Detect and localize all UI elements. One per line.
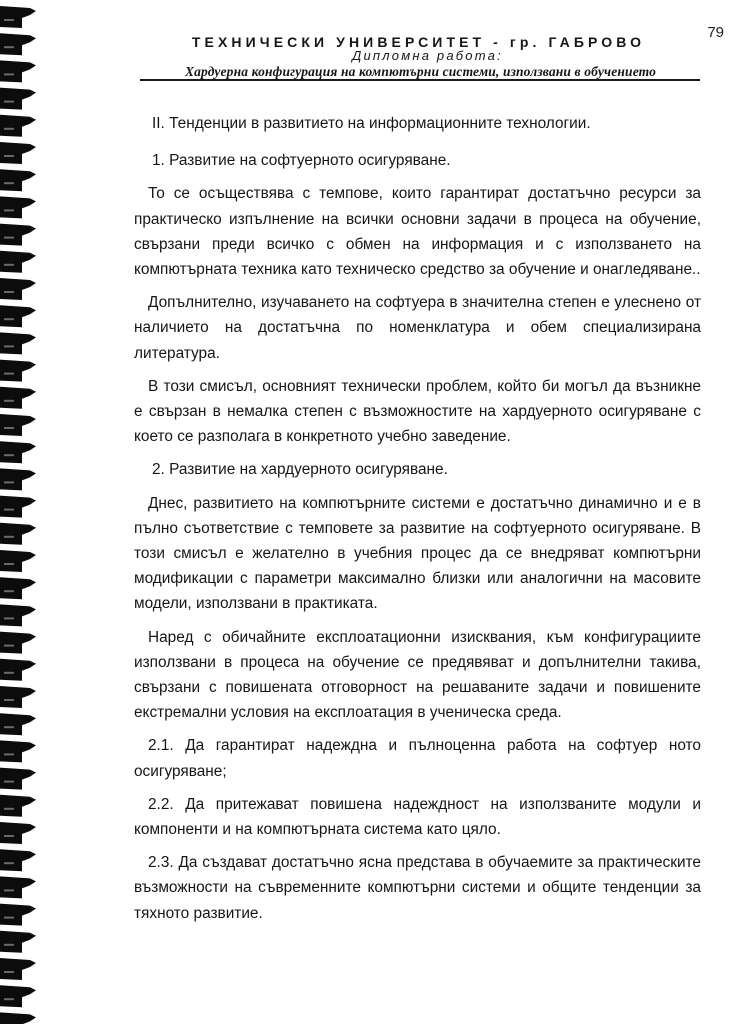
binding-tooth-highlight [4,427,14,429]
binding-tooth-highlight [4,264,14,266]
binding-tooth-highlight [4,19,14,21]
binding-tooth-highlight [4,563,14,565]
paragraph-3: В този смисъл, основният технически проблем, който би могъл да възникне е свързан в немалка степен с възможностите на хардуерното осигуряване с което се разполага в конкретното учебно заведение. [134,377,701,446]
binding-tooth [0,822,36,844]
binding-tooth [0,169,36,191]
binding-tooth [0,332,36,354]
subsection-title-hardware: 2. Развитие на хардуерното осигуряване. [152,461,448,479]
binding-tooth-highlight [4,509,14,511]
paragraph-1: То се осъществява с темпове, които гарантират достатъчно ресурси за практическо изпълнение на всички основни задачи в процеса на обучение, свързани преди всичко с обмен на информация и с използването на компютърната техника като техническо средство за обучение и онагледяване.. [134,185,701,279]
binding-tooth [0,142,36,164]
spiral-binding [0,0,40,1024]
binding-tooth [0,604,36,626]
binding-tooth-highlight [4,862,14,864]
binding-tooth-highlight [4,645,14,647]
binding-tooth-highlight [4,590,14,592]
paragraph-4: Днес, развитието на компютърните системи е достатъчно динамично и е в пълно съответствие с темповете за развитие на софтуерното осигуряване. В този смисъл е желателно в учебния процес да се внедряват компютърни модификации с параметри максимално близки или аналогични на масовите модели, използвани в практиката. [134,494,701,613]
binding-tooth [0,88,36,110]
binding-tooth-highlight [4,182,14,184]
binding-tooth [0,768,36,790]
binding-tooth-highlight [4,672,14,674]
binding-tooth [0,740,36,762]
binding-tooth [0,441,36,463]
list-item-2-1: 2.1. Да гарантират надеждна и пълноценна работа на софтуер ното осигуряване; [134,737,701,780]
binding-tooth-highlight [4,998,14,1000]
binding-tooth-highlight [4,101,14,103]
binding-tooth [0,115,36,137]
subsection-title-software: 1. Развитие на софтуерното осигуряване. [152,152,451,170]
header-university: ТЕХНИЧЕСКИ УНИВЕРСИТЕТ - гр. ГАБРОВО [191,34,646,50]
binding-tooth [0,387,36,409]
binding-tooth-highlight [4,209,14,211]
binding-tooth [0,904,36,926]
binding-tooth-highlight [4,808,14,810]
binding-tooth-highlight [4,318,14,320]
page-number: 79 [707,24,724,41]
binding-tooth [0,6,36,28]
binding-tooth-highlight [4,536,14,538]
binding-tooth-highlight [4,753,14,755]
binding-tooth-highlight [4,699,14,701]
binding-tooth [0,1012,36,1024]
binding-tooth [0,931,36,953]
header-topic: Хардуерна конфигурация на компютърни системи, използвани в обучението [184,64,657,79]
binding-tooth [0,224,36,246]
binding-tooth-highlight [4,917,14,919]
binding-tooth [0,849,36,871]
binding-tooth-highlight [4,454,14,456]
binding-tooth-highlight [4,73,14,75]
binding-tooth-highlight [4,373,14,375]
binding-tooth-highlight [4,291,14,293]
binding-tooth-highlight [4,835,14,837]
binding-tooth [0,713,36,735]
binding-tooth [0,414,36,436]
binding-tooth-highlight [4,155,14,157]
section-title: II. Тенденции в развитието на информационните технологии. [152,115,591,132]
binding-tooth [0,550,36,572]
binding-tooth [0,876,36,898]
header-subtitle: Дипломна работа: [352,48,503,63]
binding-tooth-highlight [4,128,14,130]
header-rule [140,79,700,81]
list-item-2-3: 2.3. Да създават достатъчно ясна представа в обучаемите за практическите възможности на съвременните компютърни системи и общите тенденции за тяхното развитие. [134,854,701,922]
binding-tooth [0,196,36,218]
page-header [145,33,700,80]
binding-tooth-highlight [4,944,14,946]
list-item-2-2: 2.2. Да притежават повишена надеждност на използваните модули и компоненти и на компютърната система като цяло. [134,795,701,839]
binding-tooth [0,686,36,708]
binding-tooth [0,985,36,1007]
binding-teeth [0,0,40,1024]
binding-tooth [0,251,36,273]
paragraph-2: Допълнително, изучаването на софтуера в значителна степен е улеснено от наличието на достатъчна по номенклатура и обем специализирана литература. [134,294,701,362]
binding-tooth-highlight [4,237,14,239]
binding-tooth [0,795,36,817]
binding-tooth-highlight [4,971,14,973]
binding-tooth [0,632,36,654]
binding-tooth-highlight [4,781,14,783]
binding-tooth-highlight [4,46,14,48]
document-body [134,111,701,926]
binding-tooth [0,360,36,382]
binding-tooth [0,659,36,681]
binding-tooth-highlight [4,481,14,483]
binding-tooth-highlight [4,726,14,728]
binding-tooth-highlight [4,889,14,891]
binding-tooth-highlight [4,617,14,619]
binding-tooth [0,278,36,300]
binding-tooth [0,33,36,55]
paragraph-5: Наред с обичайните експлоатационни изисквания, към конфигурациите използвани в процеса на обучение се предявяват и допълнителни такива, свързани с повишената отговорност на решаваните задачи и повишените екстремални условия на експлоатация в ученическа среда. [134,628,701,722]
binding-tooth [0,523,36,545]
binding-tooth [0,496,36,518]
binding-tooth-highlight [4,400,14,402]
binding-tooth [0,958,36,980]
binding-tooth [0,577,36,599]
binding-tooth [0,60,36,82]
binding-tooth [0,468,36,490]
binding-tooth-highlight [4,345,14,347]
binding-tooth [0,305,36,327]
